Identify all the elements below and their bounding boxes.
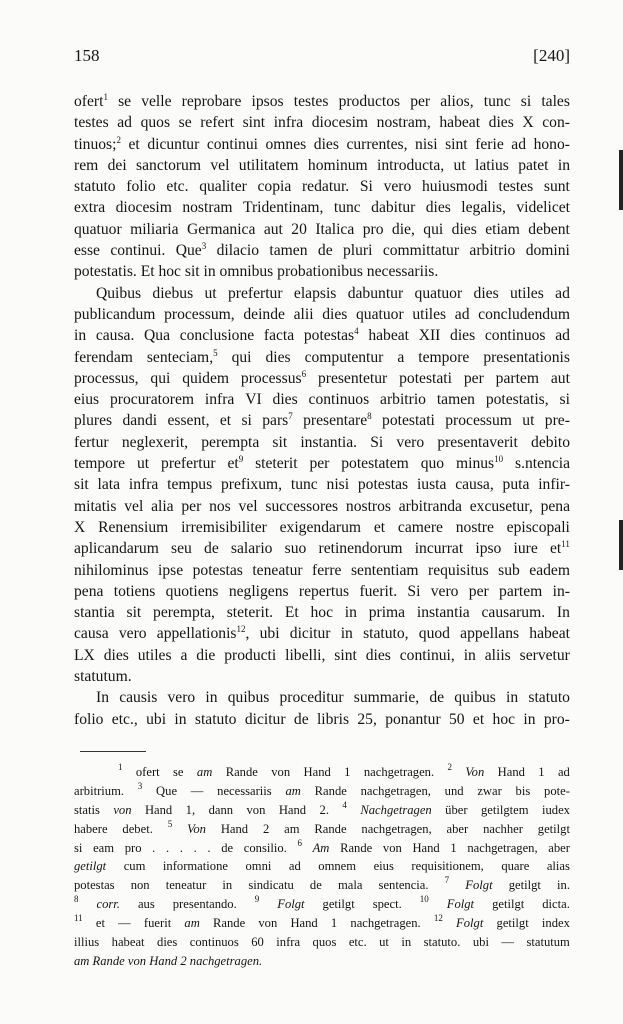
- text-line: aplicandarum seu de salario suo retinendorum incurrat ipso iure $et^{11}$: [74, 539, 570, 558]
- text-line: tinuos;$^2$ et dicuntur continui omnes dies currentes, nisi sint ferie ad hono-: [74, 134, 570, 153]
- footnote-line: $^8$ corr. aus presentando. $^9$ Folgt getilgt spect. $^{10}$ Folgt getilgt dicta.: [74, 894, 570, 912]
- text-line: stantia sit perempta, steterit. Et hoc in prima instantia causarum. In: [74, 604, 570, 622]
- footnote-line: si eam pro . . . . . de consilio. $^6$ Am Rande von Hand 1 nachgetragen, aber: [74, 837, 570, 855]
- text-line: folio etc., ubi in statuto dicitur de libris 25, ponantur 50 et hoc in pro-: [74, 710, 570, 728]
- footnote-separator: [80, 751, 146, 752]
- text-line: ofert$^1$ se velle reprobare ipsos testes productos per alios, tunc si tales: [74, 92, 570, 110]
- footnote-line: arbitrium. $^3$ Que — necessariis am Rande nachgetragen, und zwar bis pote-: [74, 780, 570, 798]
- scan-edge-mark: [619, 150, 623, 210]
- text-line: extra diocesim nostram Tridentinam, tunc dabitur dies legalis, videlicet: [74, 199, 570, 217]
- scan-edge-mark: [619, 520, 623, 570]
- text-line: statutum.: [74, 668, 132, 686]
- footnote-line: $^1$ ofert se am Rande von Hand 1 nachgetragen. $^2$ Von Hand 1 ad: [118, 762, 570, 779]
- text-line: potestatis. Et hoc sit in omnibus probationibus necessariis.: [74, 263, 439, 281]
- text-line: quatuor miliaria Germanica aut 20 Italica pro die, qui dies etiam debent: [74, 220, 570, 238]
- text-line: tempore ut prefertur $et^9$ steterit per potestatem quo minus$^{10}$ s.ntencia: [74, 454, 570, 473]
- text-line: ferendam senteciam,$^5$ qui dies computentur a tempore presentationis: [74, 347, 570, 366]
- footnote-line: habere debet. $^5$ Von Hand 2 am Rande nachgetragen, aber nachher getilgt: [74, 818, 570, 836]
- text-line: nihilominus ipse potestas teneatur ferre sententiam requisitus sub eadem: [74, 561, 570, 579]
- page-number: 158: [74, 46, 100, 65]
- section-number: [240]: [533, 46, 570, 65]
- footnote-line: am Rande von Hand 2 nachgetragen.: [74, 953, 263, 968]
- text-line: in causa. Qua conclusione facta potestas$^4$ habeat XII dies continuos ad: [74, 326, 570, 345]
- text-line: In causis vero in quibus proceditur summarie, de quibus in statuto: [96, 689, 570, 707]
- footnote-line: $^{11}$ et — fuerit am Rande von Hand 1 nachgetragen. $^{12}$ Folgt getilgt index: [74, 913, 570, 931]
- text-line: sit lata infra tempus prefixum, tunc nisi potestas iusta causa, puta infir-: [74, 476, 570, 494]
- text-line: pena totiens quotiens negligens repertus fuerit. Si vero per partem in-: [74, 582, 570, 600]
- text-line: X Renensium irremisibiliter exigendarum et camere nostre episcopali: [74, 518, 570, 536]
- text-line: mitatis vel alia per nos vel successores nostros arbitranda excusetur, pena: [74, 497, 570, 515]
- text-line: esse continui. Que$^3$ dilacio tamen de pluri committatur arbitrio domini: [74, 241, 570, 260]
- text-line: LX dies utiles a die producti libelli, sint dies continui, in aliis servetur: [74, 646, 570, 664]
- footnotes: [74, 763, 570, 971]
- text-line: fertur neglexerit, perempta sit instantia. Si vero presentaverit debito: [74, 433, 570, 451]
- text-line: rem dei sanctorum vel utilitatem hominum introducta, ut latius patet in: [74, 156, 570, 174]
- text-line: testes ad quos se refert sint infra diocesim nostram, habeat dies X con-: [74, 114, 570, 132]
- text-line: eius procuratorem infra VI dies continuos arbitrio tamen potestatis, si: [74, 391, 570, 409]
- text-line: causa vero appellationis$^{12}$, ubi dicitur in statuto, quod appellans habeat: [74, 624, 570, 643]
- footnote-line: getilgt cum informatione omni ad omnem eius requisitionem, quare alias: [74, 859, 570, 874]
- main-text: [74, 91, 570, 730]
- footnote-line: statis von Hand 1, dann von Hand 2. $^4$ Nachgetragen über getilgtem iudex: [74, 799, 570, 817]
- text-line: publicandum processum, deinde alii dies quatuor utiles ad concludendum: [74, 305, 570, 323]
- text-line: Quibus diebus ut prefertur elapsis dabuntur quatuor dies utiles ad: [96, 284, 570, 302]
- text-line: processus, qui quidem processus$^6$ presentetur potestati per partem aut: [74, 368, 570, 387]
- text-line: statuto folio etc. qualiter copia redatur. Si vero huiusmodi testes sunt: [74, 178, 570, 196]
- footnote-line: illius habeat dies continuos 60 infra quos etc. ut in statuto. ubi — statutum: [74, 935, 570, 950]
- footnote-line: potestas non teneatur in sindicatu de mala sentencia. $^7$ Folgt getilgt in.: [74, 875, 570, 893]
- text-line: plures dandi essent, et si pars$^7$ presentare$^8$ potestati processum ut pre-: [74, 411, 570, 430]
